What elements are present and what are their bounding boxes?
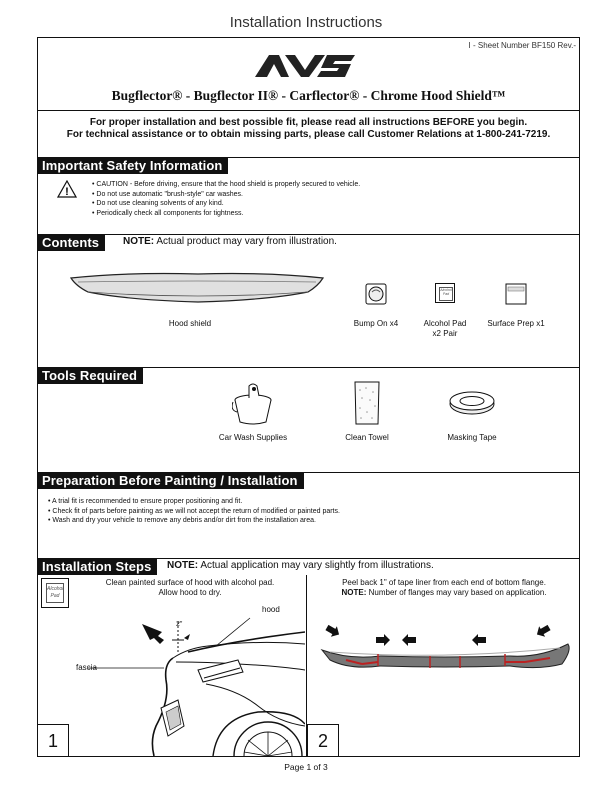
installation-note [167,560,434,571]
section-rule [37,234,580,235]
avs-logo [255,55,355,77]
masking-tape-label: Masking Tape [447,433,497,442]
step2-text-1: Peel back 1" of tape liner from each end of bottom flange. [342,578,546,587]
surface-prep-label: Surface Prep x1 [487,319,545,328]
alcohol-pad-text: Alcohol Pad [439,287,453,301]
step1-number-box [37,724,69,757]
car-wash-label: Car Wash Supplies [218,433,288,442]
note-text: Actual product may vary from illustration. [154,236,337,247]
list-item: • CAUTION - Before driving, ensure that the hood shield is properly secured to vehicle. [92,180,562,190]
step2-number-box [307,724,339,757]
bucket-icon [232,380,274,426]
masking-tape-icon [448,390,496,416]
list-item: • Do not use cleaning solvents of any kind. [92,199,562,209]
divider-line [37,110,580,111]
svg-text:!: ! [65,186,69,198]
hood-label: hood [262,605,280,614]
step1-number: 1 [47,731,58,751]
alcohol-pad-label: Alcohol Pad x2 Pair [423,319,467,338]
alcohol-pad-icon [435,283,455,303]
notice-line-2: For technical assistance or to obtain missing parts, please call Customer Relations at 1-800-241-7219. [66,129,551,140]
step2-instructions [310,578,578,598]
list-item: • A trial fit is recommended to ensure proper positioning and fit. [48,497,568,507]
warning-icon [57,180,77,198]
installation-heading: Installation Steps [37,558,157,575]
fascia-label: fascia [76,663,97,672]
bump-on-label: Bump On x4 [353,319,399,328]
note-text: Actual application may vary slightly from illustrations. [198,560,434,571]
hood-shield-label: Hood shield [168,319,212,328]
hood-shield-illustration [68,270,326,312]
note-label: NOTE: [341,588,367,597]
document-title: Installation Instructions [229,14,383,31]
towel-icon [352,380,382,426]
bump-on-icon [365,283,387,305]
contents-heading: Contents [37,234,105,251]
safety-heading: Important Safety Information [37,157,228,174]
step2-illustration [310,620,578,676]
safety-list [92,180,562,218]
note-label: NOTE: [167,560,199,571]
list-item: • Wash and dry your vehicle to remove any debris and/or dirt from the installation area. [48,516,568,526]
preparation-heading: Preparation Before Painting / Installation [37,472,304,489]
step1-instructions [80,578,300,598]
note-label: NOTE: [123,236,155,247]
step1-text-1: Clean painted surface of hood with alcohol pad. [105,578,275,587]
page-number: Page 1 of 3 [284,762,328,772]
step2-note [310,588,578,598]
list-item: • Periodically check all components for tightness. [92,209,562,219]
tools-heading: Tools Required [37,367,143,384]
sheet-number: I - Sheet Number BF150 Rev.- [468,41,576,50]
gap-label: 2" [176,621,183,628]
step1-illustration [38,600,305,756]
step2-number: 2 [317,731,328,751]
clean-towel-label: Clean Towel [345,433,389,442]
note-text: Number of flanges may vary based on application. [366,588,547,597]
surface-prep-icon [505,283,527,305]
list-item: • Do not use automatic "brush-style" car washes. [92,190,562,200]
alcohol-pad-text: Alcohol Pad [46,583,64,603]
step1-text-2: Allow hood to dry. [158,588,222,597]
notice-line-1: For proper installation and best possible fit, please read all instructions BEFORE you begin. [89,117,528,128]
contents-note [123,236,337,247]
preparation-list [48,497,568,526]
list-item: • Check fit of parts before painting as we will not accept the return of modified or painted parts. [48,507,568,517]
product-names: Bugflector® - Bugflector II® - Carflector® - Chrome Hood Shield™ [111,88,506,103]
